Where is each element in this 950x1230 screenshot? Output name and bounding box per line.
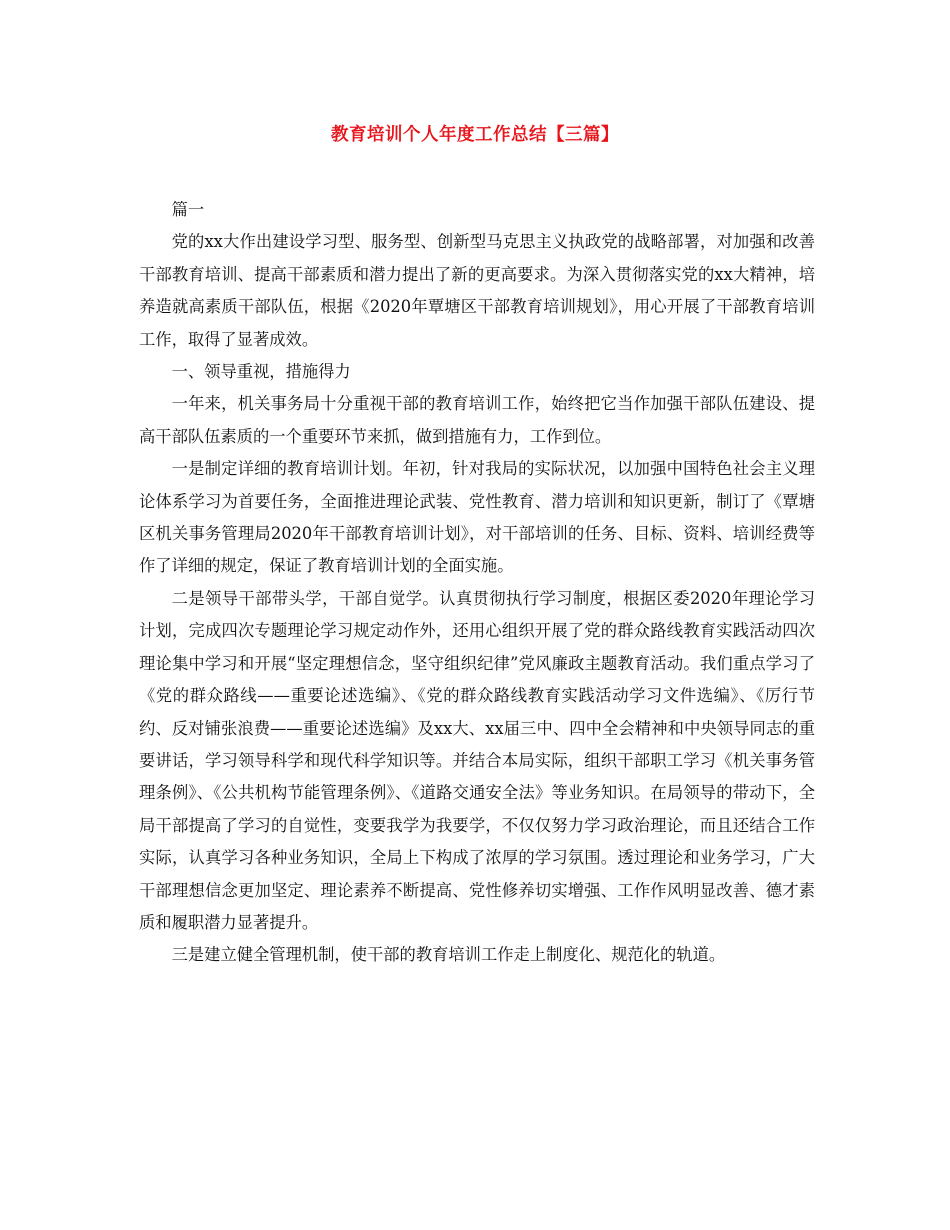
paragraph-training-plan: 一是制定详细的教育培训计划。年初，针对我局的实际状况，以加强中国特色社会主义理论体系学习为首要任务，全面推进理论武装、党性教育、潜力培训和知识更新，制订了《覃塘区机关事务管理局2020年干部教育培训计划》，对干部培训的任务、目标、资料、培训经费等作了详细的规定，保证了教育培训计划的全面实施。 — [139, 459, 815, 576]
section-heading-part-one: 篇一 — [171, 200, 205, 219]
document-title: 教育培训个人年度工作总结【三篇】 — [331, 125, 619, 145]
paragraph-intro: 党的xx大作出建设学习型、服务型、创新型马克思主义执政党的战略部署，对加强和改善干部教育培训、提高干部素质和潜力提出了新的更高要求。为深入贯彻落实党的xx大精神，培养造就高素质干部队伍，根据《2020年覃塘区干部教育培训规划》，用心开展了干部教育培训工作，取得了显著成效。 — [139, 232, 815, 349]
section-heading-leadership: 一、领导重视，措施得力 — [171, 362, 351, 382]
document-body — [139, 194, 815, 972]
paragraph-leadership: 一年来，机关事务局十分重视干部的教育培训工作，始终把它当作加强干部队伍建设、提高干部队伍素质的一个重要环节来抓，做到措施有力，工作到位。 — [139, 394, 815, 446]
paragraph-study: 二是领导干部带头学，干部自觉学。认真贯彻执行学习制度，根据区委2020年理论学习计划，完成四次专题理论学习规定动作外，还用心组织开展了党的群众路线教育实践活动四次理论集中学习和开展“坚定理想信念，坚守组织纪律”党风廉政主题教育活动。我们重点学习了《党的群众路线——重要论述选编》、《党的群众路线教育实践活动学习文件选编》、《厉行节约、反对铺张浪费——重要论述选编》及xx大、xx届三中、四中全会精神和中央领导同志的重要讲话，学习领导科学和现代科学知识等。并结合本局实际，组织干部职工学习《机关事务管理条例》、《公共机构节能管理条例》、《道路交通安全法》等业务知识。在局领导的带动下，全局干部提高了学习的自觉性，变要我学为我要学，不仅仅努力学习政治理论，而且还结合工作实际，认真学习各种业务知识，全局上下构成了浓厚的学习氛围。透过理论和业务学习，广大干部理想信念更加坚定、理论素养不断提高、党性修养切实增强、工作作风明显改善、德才素质和履职潜力显著提升。 — [139, 588, 815, 932]
paragraph-management: 三是建立健全管理机制，使干部的教育培训工作走上制度化、规范化的轨道。 — [171, 945, 726, 965]
